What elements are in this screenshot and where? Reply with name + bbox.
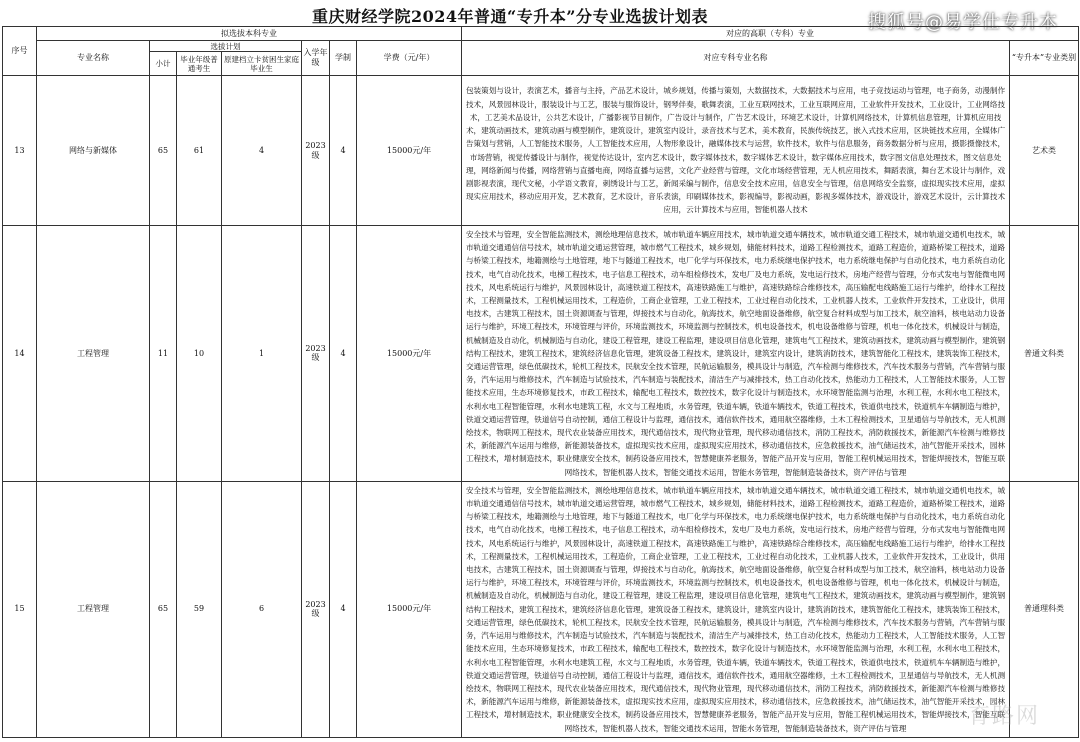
header-category: “专升本”专业类别 (1010, 41, 1079, 76)
page-title: 重庆财经学院2024年普通“专升本”分专业选拔计划表 (312, 7, 708, 26)
header-grad-normal: 毕业年级普通考生 (177, 52, 222, 76)
header-seq: 序号 (3, 27, 37, 76)
watermark-bottom: 育路网 (967, 704, 1040, 729)
header-enroll-year: 入学年级 (302, 41, 330, 76)
header-vocational-group: 对应的高职（专科）专业 (462, 27, 1079, 41)
row-duration: 4 (330, 226, 357, 482)
row-year: 2023级 (302, 76, 330, 226)
row-seq: 13 (3, 76, 37, 226)
row-major: 网络与新媒体 (37, 76, 150, 226)
row-major: 工程管理 (37, 226, 150, 482)
row-subtotal: 11 (150, 226, 177, 482)
row-tuition: 15000元/年 (357, 481, 462, 737)
header-subtotal: 小计 (150, 52, 177, 76)
row-seq: 15 (3, 481, 37, 737)
header-major-name: 专业名称 (37, 41, 150, 76)
row-year: 2023级 (302, 226, 330, 482)
header-duration: 学制 (330, 41, 357, 76)
row-category: 艺术类 (1010, 76, 1079, 226)
header-grad-poverty: 原建档立卡贫困生家庭毕业生 (222, 52, 302, 76)
row-normal: 10 (177, 226, 222, 482)
row-normal: 61 (177, 76, 222, 226)
row-subtotal: 65 (150, 481, 177, 737)
row-tuition: 15000元/年 (357, 226, 462, 482)
row-vocational-majors: 包装策划与设计，表演艺术，播音与主持，产品艺术设计，城乡规划，传播与策划，大数据技术，大数据技术与应用，电子竞技运动与管理，电子商务，动漫制作技术，风景园林设计，服装设计与工艺，服装与服饰设计，钢琴伴奏，歌舞表演，工业互联网技术，工业互联网应用，工业软件开发技术，工业设计，工业网络技术，工艺美术品设计，公共艺术设计，广播影视节目制作，广告设计与制作，广告艺术设计，环境艺术设计，计算机网络技术，计算机信息管理，计算机应用技术，建筑动画技术，建筑动画与模型制作，建筑设计，建筑室内设计，录音技术与艺术，美术教育，民族传统技艺，嵌入式技术应用，区块链技术应用，全媒体广告策划与营销，人工智能技术服务，人工智能技术应用，人物形象设计，融媒体技术与运营，软件技术，软件与信息服务，商务数据分析与应用，摄影摄像技术，市场营销，视觉传播设计与制作，视觉传达设计，室内艺术设计，数字媒体技术，数字媒体艺术设计，数字媒体应用技术，数字图文信息处理技术，图文信息处理，网络新闻与传播，网络营销与直播电商，网络直播与运营，文化产业经营与管理，文化市场经营管理，无人机应用技术，舞蹈表演，舞台艺术设计与制作，戏剧影视表演，现代文秘，小学语文教育，刺绣设计与工艺，新闻采编与制作，信息安全技术应用，信息安全与管理，信息网络安全监察，虚拟现实技术应用，虚拟现实应用技术，移动应用开发，艺术教育，艺术设计，音乐表演，印刷媒体技术，影视编导，影视动画，影视多媒体技术，游戏设计，游戏艺术设计，云计算技术应用，云计算技术与应用，智能机器人技术 (462, 76, 1010, 226)
row-duration: 4 (330, 481, 357, 737)
table-row (3, 226, 1079, 482)
row-poverty: 4 (222, 76, 302, 226)
row-poverty: 6 (222, 481, 302, 737)
watermark-text: 搜狐号@易学仕专升本 (868, 12, 1058, 33)
row-category: 普通文科类 (1010, 226, 1079, 482)
row-vocational-majors: 安全技术与管理，安全智能监测技术，测绘地理信息技术，城市轨道车辆应用技术，城市轨道交通车辆技术，城市轨道交通工程技术，城市轨道交通机电技术，城市轨道交通通信信号技术，城市轨道交通运营管理，城市燃气工程技术，城乡规划，储能材料技术，道路工程检测技术，道路工程造价，道路桥梁工程技术，道路与桥梁工程技术，地籍测绘与土地管理，地下与隧道工程技术，电厂化学与环保技术，电力系统继电保护技术，电力系统继电保护与自动化技术，电力系统自动化技术，电气自动化技术，电梯工程技术，电子信息工程技术，动车组检修技术，发电厂及电力系统，发电运行技术，房地产经营与管理，分布式发电与智能微电网技术，风电系统运行与维护，风景园林设计，高速铁道工程技术，高速铁路施工与维护，高速铁路综合维修技术，高压输配电线路施工运行与维护，给排水工程技术，工程测量技术，工程机械运用技术，工程造价，工商企业管理，工业工程技术，工业过程自动化技术，工业机器人技术，工业软件开发技术，工业设计，供用电技术，古建筑工程技术，国土资源调查与管理，焊接技术与自动化，航海技术，航空地面设备维修，航空复合材料成型与加工技术，航空油料，核电站动力设备运行与维护，环境工程技术，环境管理与评价，环境监测技术，环境监测与控制技术，机电设备技术，机电设备维修与管理，机电一体化技术，机械设计与制造，机械制造及自动化，机械制造与自动化，建设工程管理，建设工程监理，建设项目信息化管理，建筑电气工程技术，建筑动画技术，建筑动画与模型制作，建筑钢结构工程技术，建筑工程技术，建筑经济信息化管理，建筑设备工程技术，建筑设计，建筑室内设计，建筑消防技术，建筑智能化工程技术，建筑装饰工程技术，交通运营管理，绿色低碳技术，轮机工程技术，民航安全技术管理，民航运输服务，模具设计与制造，汽车检测与维修技术，汽车技术服务与营销，汽车营销与服务，汽车运用与维修技术，汽车制造与试验技术，汽车制造与装配技术，清洁生产与减排技术，热工自动化技术，热能动力工程技术，人工智能技术服务，人工智能技术应用，生态环境修复技术，市政工程技术，输配电工程技术，数控技术，数字化设计与制造技术，水环境智能监测与治理，水利工程，水利水电工程技术，水利水电工程智能管理，水利水电建筑工程，水文与工程地质，水务管理，铁道车辆，铁道车辆技术，铁道工程技术，铁道供电技术，铁道机车车辆制造与维护，铁道交通运营管理，铁道信号自动控制，通信工程设计与监理，通信技术，通信软件技术，通用航空器维修，土木工程检测技术，卫星通信与导航技术，无人机测绘技术，物联网工程技术，现代农业装备应用技术，现代通信技术，现代物业管理，现代移动通信技术，消防工程技术，消防救援技术，新能源汽车检测与维修技术，新能源汽车运用与维修，新能源装备技术，虚拟现实技术应用，虚拟现实应用技术，移动通信技术，应急救援技术，油气储运技术，油气智能开采技术，园林工程技术，增材制造技术，职业健康安全技术，制药设备应用技术，智慧健康养老服务，智能产品开发与应用，智能工程机械运用技术，智能焊接技术，智能互联网络技术，智能机器人技术，智能交通技术运用，智能水务管理，智能制造装备技术，资产评估与管理 (462, 481, 1010, 737)
row-seq: 14 (3, 226, 37, 482)
row-duration: 4 (330, 76, 357, 226)
row-year: 2023级 (302, 481, 330, 737)
row-tuition: 15000元/年 (357, 76, 462, 226)
row-subtotal: 65 (150, 76, 177, 226)
table-row (3, 481, 1079, 737)
header-plan-group: 拟选拔本科专业 (37, 27, 462, 41)
row-major: 工程管理 (37, 481, 150, 737)
row-category: 普通理科类 (1010, 481, 1079, 737)
table-row (3, 76, 1079, 226)
header-vocational-major: 对应专科专业名称 (462, 41, 1010, 76)
plan-table (2, 26, 1079, 738)
row-normal: 59 (177, 481, 222, 737)
header-selection-plan: 选拔计划 (150, 41, 302, 52)
row-poverty: 1 (222, 226, 302, 482)
row-vocational-majors: 安全技术与管理，安全智能监测技术，测绘地理信息技术，城市轨道车辆应用技术，城市轨道交通车辆技术，城市轨道交通工程技术，城市轨道交通机电技术，城市轨道交通通信信号技术，城市轨道交通运营管理，城市燃气工程技术，城乡规划，储能材料技术，道路工程检测技术，道路工程造价，道路桥梁工程技术，道路与桥梁工程技术，地籍测绘与土地管理，地下与隧道工程技术，电厂化学与环保技术，电力系统继电保护技术，电力系统继电保护与自动化技术，电力系统自动化技术，电气自动化技术，电梯工程技术，电子信息工程技术，动车组检修技术，发电厂及电力系统，发电运行技术，房地产经营与管理，分布式发电与智能微电网技术，风电系统运行与维护，风景园林设计，高速铁道工程技术，高速铁路施工与维护，高速铁路综合维修技术，高压输配电线路施工运行与维护，给排水工程技术，工程测量技术，工程机械运用技术，工程造价，工商企业管理，工业工程技术，工业过程自动化技术，工业机器人技术，工业软件开发技术，工业设计，供用电技术，古建筑工程技术，国土资源调查与管理，焊接技术与自动化，航海技术，航空地面设备维修，航空复合材料成型与加工技术，航空油料，核电站动力设备运行与维护，环境工程技术，环境管理与评价，环境监测技术，环境监测与控制技术，机电设备技术，机电设备维修与管理，机电一体化技术，机械设计与制造，机械制造及自动化，机械制造与自动化，建设工程管理，建设工程监理，建设项目信息化管理，建筑电气工程技术，建筑动画技术，建筑动画与模型制作，建筑钢结构工程技术，建筑工程技术，建筑经济信息化管理，建筑设备工程技术，建筑设计，建筑室内设计，建筑消防技术，建筑智能化工程技术，建筑装饰工程技术，交通运营管理，绿色低碳技术，轮机工程技术，民航安全技术管理，民航运输服务，模具设计与制造，汽车检测与维修技术，汽车技术服务与营销，汽车营销与服务，汽车运用与维修技术，汽车制造与试验技术，汽车制造与装配技术，清洁生产与减排技术，热工自动化技术，热能动力工程技术，人工智能技术服务，人工智能技术应用，生态环境修复技术，市政工程技术，输配电工程技术，数控技术，数字化设计与制造技术，水环境智能监测与治理，水利工程，水利水电工程技术，水利水电工程智能管理，水利水电建筑工程，水文与工程地质，水务管理，铁道车辆，铁道车辆技术，铁道工程技术，铁道供电技术，铁道机车车辆制造与维护，铁道交通运营管理，铁道信号自动控制，通信工程设计与监理，通信技术，通信软件技术，通用航空器维修，土木工程检测技术，卫星通信与导航技术，无人机测绘技术，物联网工程技术，现代农业装备应用技术，现代通信技术，现代物业管理，现代移动通信技术，消防工程技术，消防救援技术，新能源汽车检测与维修技术，新能源汽车运用与维修，新能源装备技术，虚拟现实技术应用，虚拟现实应用技术，移动通信技术，应急救援技术，油气储运技术，油气智能开采技术，园林工程技术，增材制造技术，职业健康安全技术，制药设备应用技术，智慧健康养老服务，智能产品开发与应用，智能工程机械运用技术，智能焊接技术，智能互联网络技术，智能机器人技术，智能交通技术运用，智能水务管理，智能制造装备技术，资产评估与管理 (462, 226, 1010, 482)
header-tuition: 学费（元/年） (357, 41, 462, 76)
